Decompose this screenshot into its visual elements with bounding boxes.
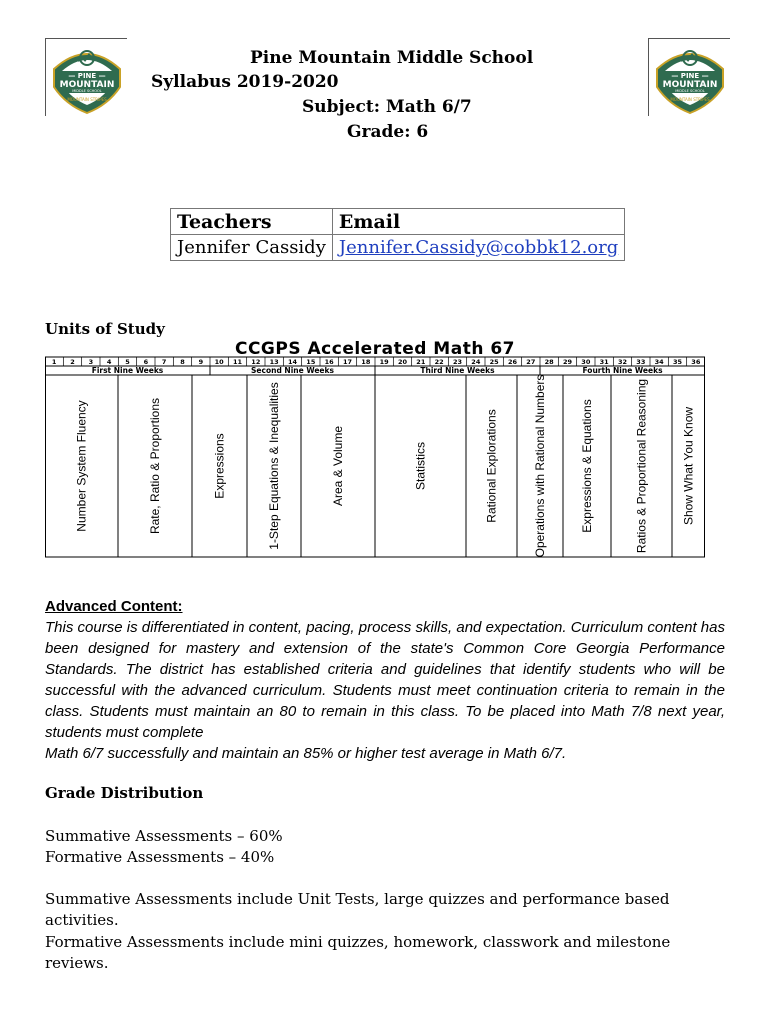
- school-logo-right: [648, 38, 730, 116]
- week-number: 23: [452, 358, 463, 366]
- week-number: 33: [636, 358, 646, 366]
- unit-label: Number System Fluency: [74, 400, 89, 532]
- svg-text:MOUNTAIN STRIPES: MOUNTAIN STRIPES: [67, 97, 107, 102]
- summative-description: Summative Assessments include Unit Tests, large quizzes and performance based activities.: [45, 890, 670, 929]
- svg-text:MOUNTAIN: MOUNTAIN: [662, 80, 718, 90]
- week-number: 22: [434, 358, 444, 366]
- teacher-email-link[interactable]: Jennifer.Cassidy@cobbk12.org: [338, 237, 619, 258]
- week-number: 14: [287, 358, 298, 366]
- week-number: 25: [489, 358, 499, 366]
- week-number: 2: [70, 358, 75, 366]
- pine-mountain-logo-icon: [48, 41, 126, 115]
- week-number: 27: [526, 358, 536, 366]
- summative-weight: Summative Assessments – 60%: [45, 827, 283, 845]
- advanced-content-body: [45, 617, 725, 764]
- advanced-content-text: This course is differentiated in content, pacing, process skills, and expectation. Curriculum content has been designed for mastery and extension of the state's Common Core Georgia Performance Standards. The district has established criteria and guidelines that identify students who will be successful with the advanced curriculum. Students must meet continuation criteria to remain in the class. Students must maintain an 80 to remain in this class. To be placed into Math 7/8 next year, students must complete: [45, 619, 725, 741]
- week-number: 3: [88, 358, 94, 366]
- advanced-content-last-line: Math 6/7 successfully and maintain an 85% or higher test average in Math 6/7.: [45, 745, 567, 762]
- week-number: 34: [654, 358, 664, 366]
- week-number: 4: [106, 358, 112, 366]
- svg-text:MOUNTAIN: MOUNTAIN: [59, 80, 115, 90]
- week-number: 19: [379, 358, 389, 366]
- week-number: 15: [306, 358, 316, 366]
- week-number: 21: [416, 358, 426, 366]
- email-header: Email: [332, 209, 624, 235]
- grade-title: Grade: 6: [347, 122, 429, 142]
- week-number: 26: [507, 358, 518, 366]
- unit-label: Rational Explorations: [484, 409, 499, 523]
- unit-label: Show What You Know: [681, 406, 696, 526]
- units-of-study-heading: Units of Study: [45, 320, 165, 338]
- quarter-label: Second Nine Weeks: [251, 366, 334, 375]
- formative-description: Formative Assessments include mini quizzes, homework, classwork and milestone reviews.: [45, 933, 671, 972]
- school-logo-left: [45, 38, 127, 116]
- week-number: 16: [324, 358, 334, 366]
- pacing-chart-title: CCGPS Accelerated Math 67: [234, 339, 516, 359]
- week-number: 12: [251, 358, 261, 366]
- school-name: Pine Mountain Middle School: [250, 48, 534, 68]
- quarter-label: Fourth Nine Weeks: [582, 366, 663, 375]
- pine-mountain-logo-icon: [651, 41, 729, 115]
- week-number: 24: [471, 358, 481, 366]
- week-number: 6: [143, 358, 149, 366]
- week-number: 36: [691, 358, 701, 366]
- svg-text:— PINE —: — PINE —: [671, 72, 709, 80]
- teacher-contact-table: [170, 208, 625, 261]
- week-number: 7: [161, 358, 167, 366]
- week-number: 20: [397, 358, 408, 366]
- week-number: 1: [51, 358, 57, 366]
- week-number: 32: [617, 358, 628, 366]
- week-number: 17: [342, 358, 353, 366]
- week-number: 30: [581, 358, 591, 366]
- teacher-name: Jennifer Cassidy: [171, 235, 333, 261]
- week-number: 10: [214, 358, 224, 366]
- pacing-grid: [45, 340, 705, 558]
- week-number: 5: [125, 358, 130, 366]
- unit-label: Operations with Rational Numbers: [533, 374, 547, 558]
- syllabus-year: Syllabus 2019-2020: [151, 72, 339, 92]
- unit-label: 1-Step Equations & Inequalities: [267, 382, 281, 550]
- week-number: 28: [544, 358, 554, 366]
- unit-label: Statistics: [413, 441, 428, 491]
- week-number: 18: [361, 358, 371, 366]
- unit-label: Area & Volume: [331, 425, 345, 507]
- svg-text:— PINE —: — PINE —: [68, 72, 106, 80]
- week-number: 13: [269, 358, 279, 366]
- svg-text:MOUNTAIN STRIPES: MOUNTAIN STRIPES: [670, 97, 710, 102]
- advanced-content-heading: Advanced Content:: [45, 598, 183, 615]
- quarter-label: First Nine Weeks: [91, 366, 164, 375]
- teachers-header: Teachers: [171, 209, 333, 235]
- grade-distribution-heading: Grade Distribution: [45, 784, 204, 802]
- table-row: [171, 235, 625, 261]
- unit-label: Ratios & Proportional Reasoning: [634, 378, 649, 554]
- week-number: 29: [562, 358, 573, 366]
- svg-text:MIDDLE SCHOOL: MIDDLE SCHOOL: [675, 89, 705, 93]
- week-number: 8: [180, 358, 185, 366]
- unit-label: Expressions: [212, 433, 227, 499]
- unit-label: Expressions & Equations: [580, 399, 594, 533]
- week-number: 9: [198, 358, 204, 366]
- week-number: 35: [672, 358, 683, 366]
- week-number: 11: [232, 358, 243, 366]
- table-header-row: [171, 209, 625, 235]
- unit-label: Rate, Ratio & Proportions: [148, 397, 162, 535]
- subject-title: Subject: Math 6/7: [302, 97, 472, 117]
- svg-text:MIDDLE SCHOOL: MIDDLE SCHOOL: [72, 89, 102, 93]
- week-number: 31: [599, 358, 609, 366]
- quarter-label: Third Nine Weeks: [420, 366, 495, 375]
- formative-weight: Formative Assessments – 40%: [45, 848, 275, 866]
- units-pacing-chart: [45, 340, 705, 558]
